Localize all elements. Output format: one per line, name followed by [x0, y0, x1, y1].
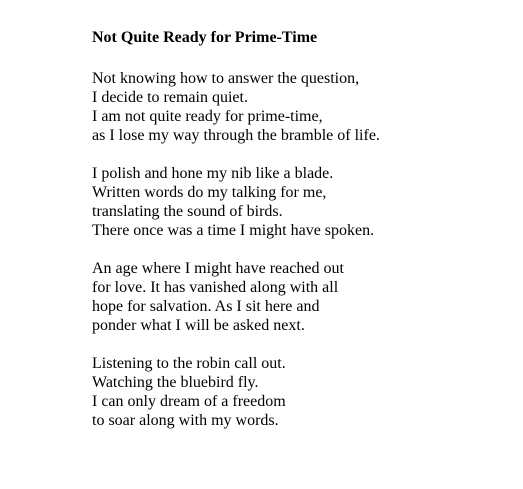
poem-line: Not knowing how to answer the question,: [92, 70, 360, 87]
stanza-2: [92, 164, 512, 240]
poem-body: [92, 69, 512, 430]
poem-line: translating the sound of birds.: [92, 203, 283, 220]
stanza-4: [92, 354, 512, 430]
poem-line: I polish and hone my nib like a blade.: [92, 165, 334, 182]
poem-line: An age where I might have reached out: [92, 260, 344, 277]
stanza-1: [92, 69, 512, 145]
poem-line: for love. It has vanished along with all: [92, 279, 339, 296]
stanza-3: [92, 259, 512, 335]
poem-line: as I lose my way through the bramble of life.: [92, 127, 380, 144]
poem-line: to soar along with my words.: [92, 412, 279, 429]
poem-line: I decide to remain quiet.: [92, 89, 248, 106]
poem-line: I am not quite ready for prime-time,: [92, 108, 323, 125]
poem-line: I can only dream of a freedom: [92, 393, 286, 410]
poem-line: Watching the bluebird fly.: [92, 374, 259, 391]
poem-line: There once was a time I might have spoken.: [92, 222, 375, 239]
poem-line: Listening to the robin call out.: [92, 355, 286, 372]
poem-line: hope for salvation. As I sit here and: [92, 298, 320, 315]
poem-page: [92, 28, 512, 449]
poem-title: Not Quite Ready for Prime-Time: [92, 29, 318, 46]
poem-line: ponder what I will be asked next.: [92, 317, 305, 334]
poem-line: Written words do my talking for me,: [92, 184, 327, 201]
